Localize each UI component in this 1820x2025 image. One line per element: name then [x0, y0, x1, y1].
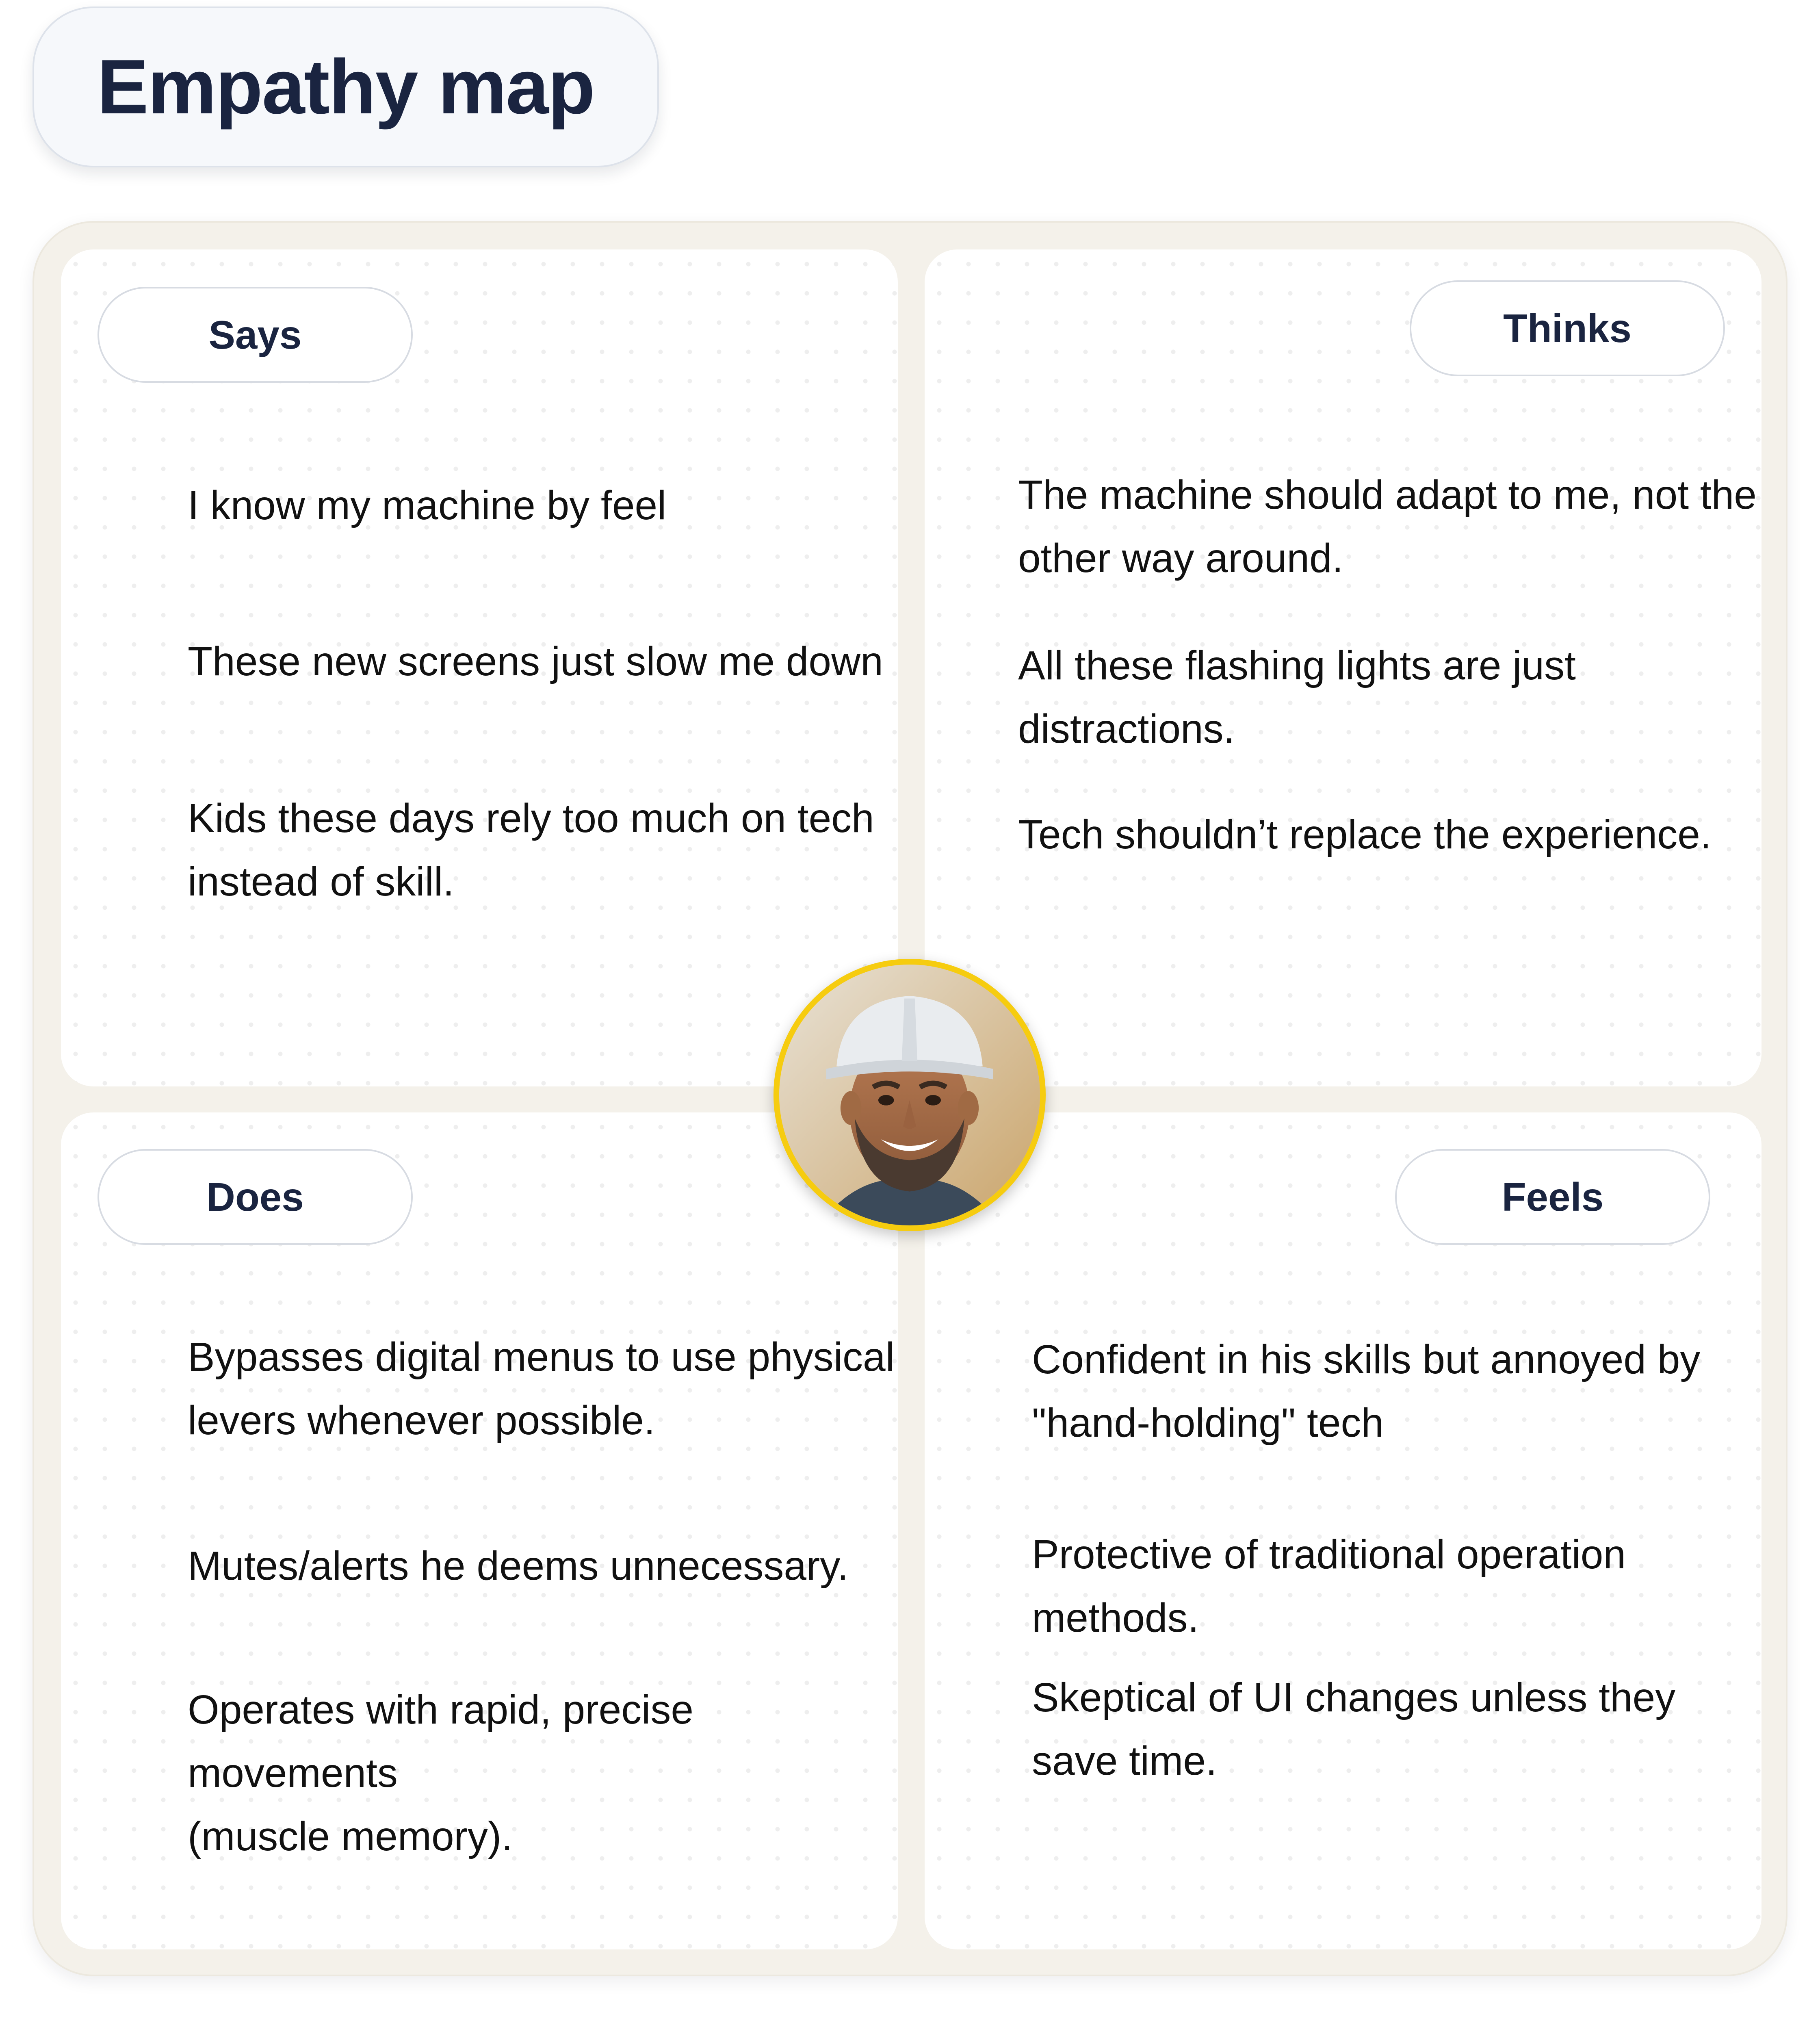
says-note-2: These new screens just slow me down [188, 639, 883, 684]
feels-note-3: Skeptical of UI changes unless they save time. [1032, 1675, 1676, 1784]
thinks-note-3: Tech shouldn’t replace the experience. [1018, 812, 1712, 857]
thinks-note-1: The machine should adapt to me, not the other way around. [1018, 472, 1757, 581]
says-label: Says [98, 287, 413, 383]
page-title: Empathy map [97, 44, 594, 130]
does-quadrant [61, 1112, 898, 1949]
thinks-quadrant [925, 249, 1762, 1086]
says-note-3: Kids these days rely too much on tech instead of skill. [188, 796, 874, 904]
title-pill [32, 7, 659, 167]
feels-label: Feels [1395, 1149, 1710, 1245]
does-label: Does [98, 1149, 413, 1245]
thinks-label: Thinks [1410, 280, 1725, 376]
does-note-2: Mutes/alerts he deems unnecessary. [188, 1543, 849, 1589]
says-note-1: I know my machine by feel [188, 483, 667, 528]
feels-quadrant [925, 1112, 1762, 1949]
persona-avatar [774, 959, 1046, 1231]
feels-note-2: Protective of traditional operation methods. [1032, 1532, 1626, 1641]
persona-photo [779, 965, 1040, 1225]
thinks-note-2: All these flashing lights are just distractions. [1018, 643, 1576, 752]
does-note-3: Operates with rapid, precise movements (muscle memory). [188, 1687, 694, 1859]
does-note-1: Bypasses digital menus to use physical levers whenever possible. [188, 1334, 895, 1443]
says-quadrant [61, 249, 898, 1086]
feels-note-1: Confident in his skills but annoyed by "hand-holding" tech [1032, 1337, 1701, 1446]
